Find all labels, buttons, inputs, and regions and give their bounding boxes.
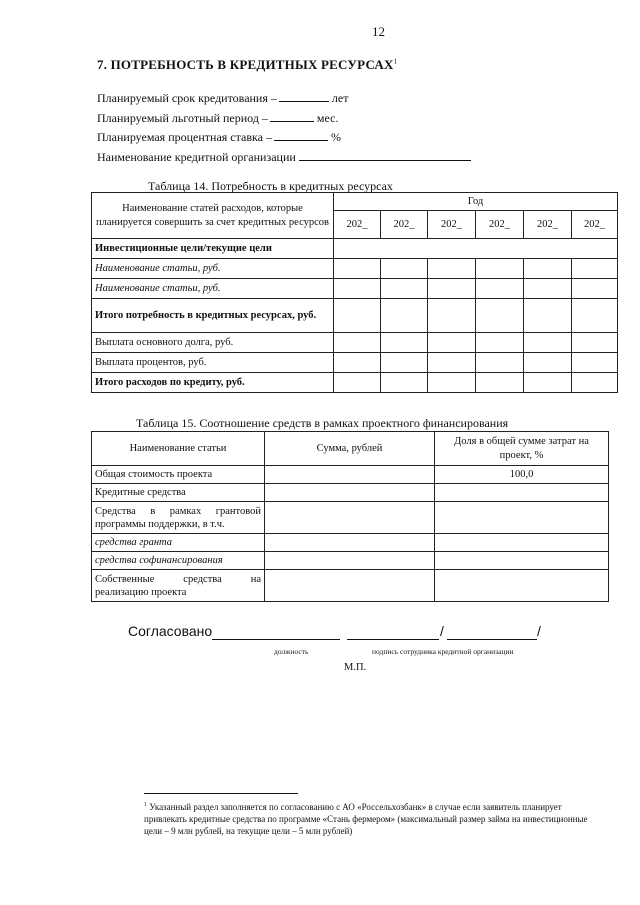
value-cell[interactable]: [572, 373, 618, 393]
credit-term-label: Планируемый срок кредитования –: [97, 91, 277, 105]
interest-rate-field: [97, 129, 341, 145]
section-title-text: 7. ПОТРЕБНОСТЬ В КРЕДИТНЫХ РЕСУРСАХ: [97, 57, 394, 72]
table-row: [92, 570, 609, 602]
row-label: средства софинансирования: [92, 552, 265, 570]
row-label: Выплата процентов, руб.: [92, 353, 334, 373]
table-row: [92, 279, 618, 299]
value-cell[interactable]: [428, 299, 476, 333]
value-cell[interactable]: [334, 299, 381, 333]
credit-needs-table: [91, 192, 618, 393]
row-label: Собственные средства на реализацию проекта: [92, 570, 265, 602]
value-cell[interactable]: [524, 373, 572, 393]
row-label: Наименование статьи, руб.: [92, 259, 334, 279]
value-cell[interactable]: [428, 373, 476, 393]
value-cell[interactable]: [334, 259, 381, 279]
position-caption: должность: [274, 647, 309, 656]
grace-period-blank[interactable]: [270, 110, 314, 122]
value-cell[interactable]: [476, 333, 524, 353]
footnote-mark: 1: [144, 802, 147, 808]
grace-period-unit: мес.: [316, 111, 339, 125]
signature-caption: подпись сотрудника кредитной организации: [372, 647, 514, 656]
value-cell[interactable]: [381, 353, 428, 373]
value-cell[interactable]: [476, 259, 524, 279]
share-cell[interactable]: [435, 570, 609, 602]
value-cell[interactable]: [334, 353, 381, 373]
footnote-text: Указанный раздел заполняется по согласованию с АО «Россельхозбанк» в случае если заявитель планирует привлекать кредитные средства по программе «Стань фермером» (максимальный размер займа на инвестиционные цели – 9 млн рублей, на текущие цели – 5 млн рублей): [144, 802, 588, 836]
sum-cell[interactable]: [265, 466, 435, 484]
value-cell[interactable]: [524, 259, 572, 279]
footnote: [144, 799, 604, 837]
grace-period-label: Планируемый льготный период –: [97, 111, 268, 125]
table15-header-row: [92, 432, 609, 466]
credit-term-field: [97, 90, 348, 106]
row-label: Итого расходов по кредиту, руб.: [92, 373, 334, 393]
position-signature-line[interactable]: [212, 639, 340, 640]
value-cell[interactable]: [572, 333, 618, 353]
table14-header-row: [92, 193, 618, 211]
value-cell[interactable]: [334, 333, 381, 353]
value-cell[interactable]: [381, 333, 428, 353]
value-cell[interactable]: [476, 299, 524, 333]
row-label: Средства в рамках грантовой программы поддержки, в т.ч.: [92, 502, 265, 534]
interest-rate-blank[interactable]: [274, 129, 328, 141]
value-cell[interactable]: [428, 259, 476, 279]
table-row: [92, 466, 609, 484]
share-cell[interactable]: [435, 502, 609, 534]
row-label: Инвестиционные цели/текущие цели: [92, 239, 334, 259]
table-row: [92, 373, 618, 393]
row-label: средства гранта: [92, 534, 265, 552]
sum-cell[interactable]: [265, 552, 435, 570]
credit-term-unit: лет: [331, 91, 349, 105]
year-cell: 202_: [428, 211, 476, 239]
approved-label: Согласовано: [128, 623, 213, 639]
row-label: Итого потребность в кредитных ресурсах, руб.: [92, 299, 334, 333]
table-row: [92, 333, 618, 353]
value-cell[interactable]: [572, 299, 618, 333]
sum-cell[interactable]: [265, 570, 435, 602]
slash-separator: /: [440, 623, 444, 639]
value-cell[interactable]: [524, 333, 572, 353]
interest-rate-label: Планируемая процентная ставка –: [97, 130, 272, 144]
credit-term-blank[interactable]: [279, 90, 329, 102]
grace-period-field: [97, 110, 338, 126]
page-number: 12: [372, 24, 385, 39]
credit-org-blank[interactable]: [299, 149, 471, 161]
row-label: Выплата основного долга, руб.: [92, 333, 334, 353]
share-cell[interactable]: [435, 484, 609, 502]
value-cell[interactable]: [428, 353, 476, 373]
value-cell[interactable]: [381, 279, 428, 299]
name-signature-line[interactable]: [447, 639, 537, 640]
value-cell[interactable]: [428, 333, 476, 353]
row-label: Общая стоимость проекта: [92, 466, 265, 484]
sum-cell[interactable]: [265, 534, 435, 552]
value-cell[interactable]: [524, 353, 572, 373]
share-cell[interactable]: [435, 534, 609, 552]
table-row: [92, 259, 618, 279]
value-cell[interactable]: [476, 353, 524, 373]
table-row: [92, 299, 618, 333]
section-title: [97, 57, 397, 73]
value-cell[interactable]: [524, 299, 572, 333]
value-cell[interactable]: [572, 279, 618, 299]
year-cell: 202_: [381, 211, 428, 239]
value-cell[interactable]: [381, 373, 428, 393]
sum-cell[interactable]: [265, 484, 435, 502]
year-cell: 202_: [334, 211, 381, 239]
table15-header-share: Доля в общей сумме затрат на проект, %: [435, 432, 609, 466]
table15-caption: Таблица 15. Соотношение средств в рамках проектного финансирования: [136, 416, 509, 430]
seal-label: М.П.: [344, 662, 367, 673]
value-cell[interactable]: [428, 279, 476, 299]
value-cell[interactable]: [381, 259, 428, 279]
value-cell[interactable]: [476, 279, 524, 299]
table14-header-label: Наименование статей расходов, которые планируется совершить за счет кредитных ресурсов: [92, 193, 334, 239]
table15-header-name: Наименование статьи: [92, 432, 265, 466]
value-cell[interactable]: [334, 279, 381, 299]
slash-separator: /: [537, 623, 541, 639]
row-label: Наименование статьи, руб.: [92, 279, 334, 299]
value-cell[interactable]: [381, 299, 428, 333]
credit-org-label: Наименование кредитной организации: [97, 150, 296, 164]
table-row: [92, 534, 609, 552]
row-span-cell: [334, 239, 618, 259]
table15-header-sum: Сумма, рублей: [265, 432, 435, 466]
value-cell[interactable]: [572, 259, 618, 279]
table-row: [92, 239, 618, 259]
year-cell: 202_: [572, 211, 618, 239]
table-row: [92, 502, 609, 534]
row-label: Кредитные средства: [92, 484, 265, 502]
share-cell[interactable]: 100,0: [435, 466, 609, 484]
project-financing-table: [91, 431, 609, 602]
value-cell[interactable]: [334, 373, 381, 393]
table-row: [92, 353, 618, 373]
footnote-divider: [144, 793, 298, 794]
signature-line[interactable]: [347, 639, 439, 640]
interest-rate-unit: %: [330, 130, 341, 144]
share-cell[interactable]: [435, 552, 609, 570]
year-cell: 202_: [476, 211, 524, 239]
section-footnote-mark: 1: [393, 57, 398, 66]
value-cell[interactable]: [476, 373, 524, 393]
table14-caption: Таблица 14. Потребность в кредитных ресурсах: [148, 179, 393, 193]
credit-org-field: [97, 149, 474, 165]
value-cell[interactable]: [572, 353, 618, 373]
sum-cell[interactable]: [265, 502, 435, 534]
year-cell: 202_: [524, 211, 572, 239]
table14-header-year: Год: [334, 193, 618, 211]
table-row: [92, 484, 609, 502]
value-cell[interactable]: [524, 279, 572, 299]
table-row: [92, 552, 609, 570]
